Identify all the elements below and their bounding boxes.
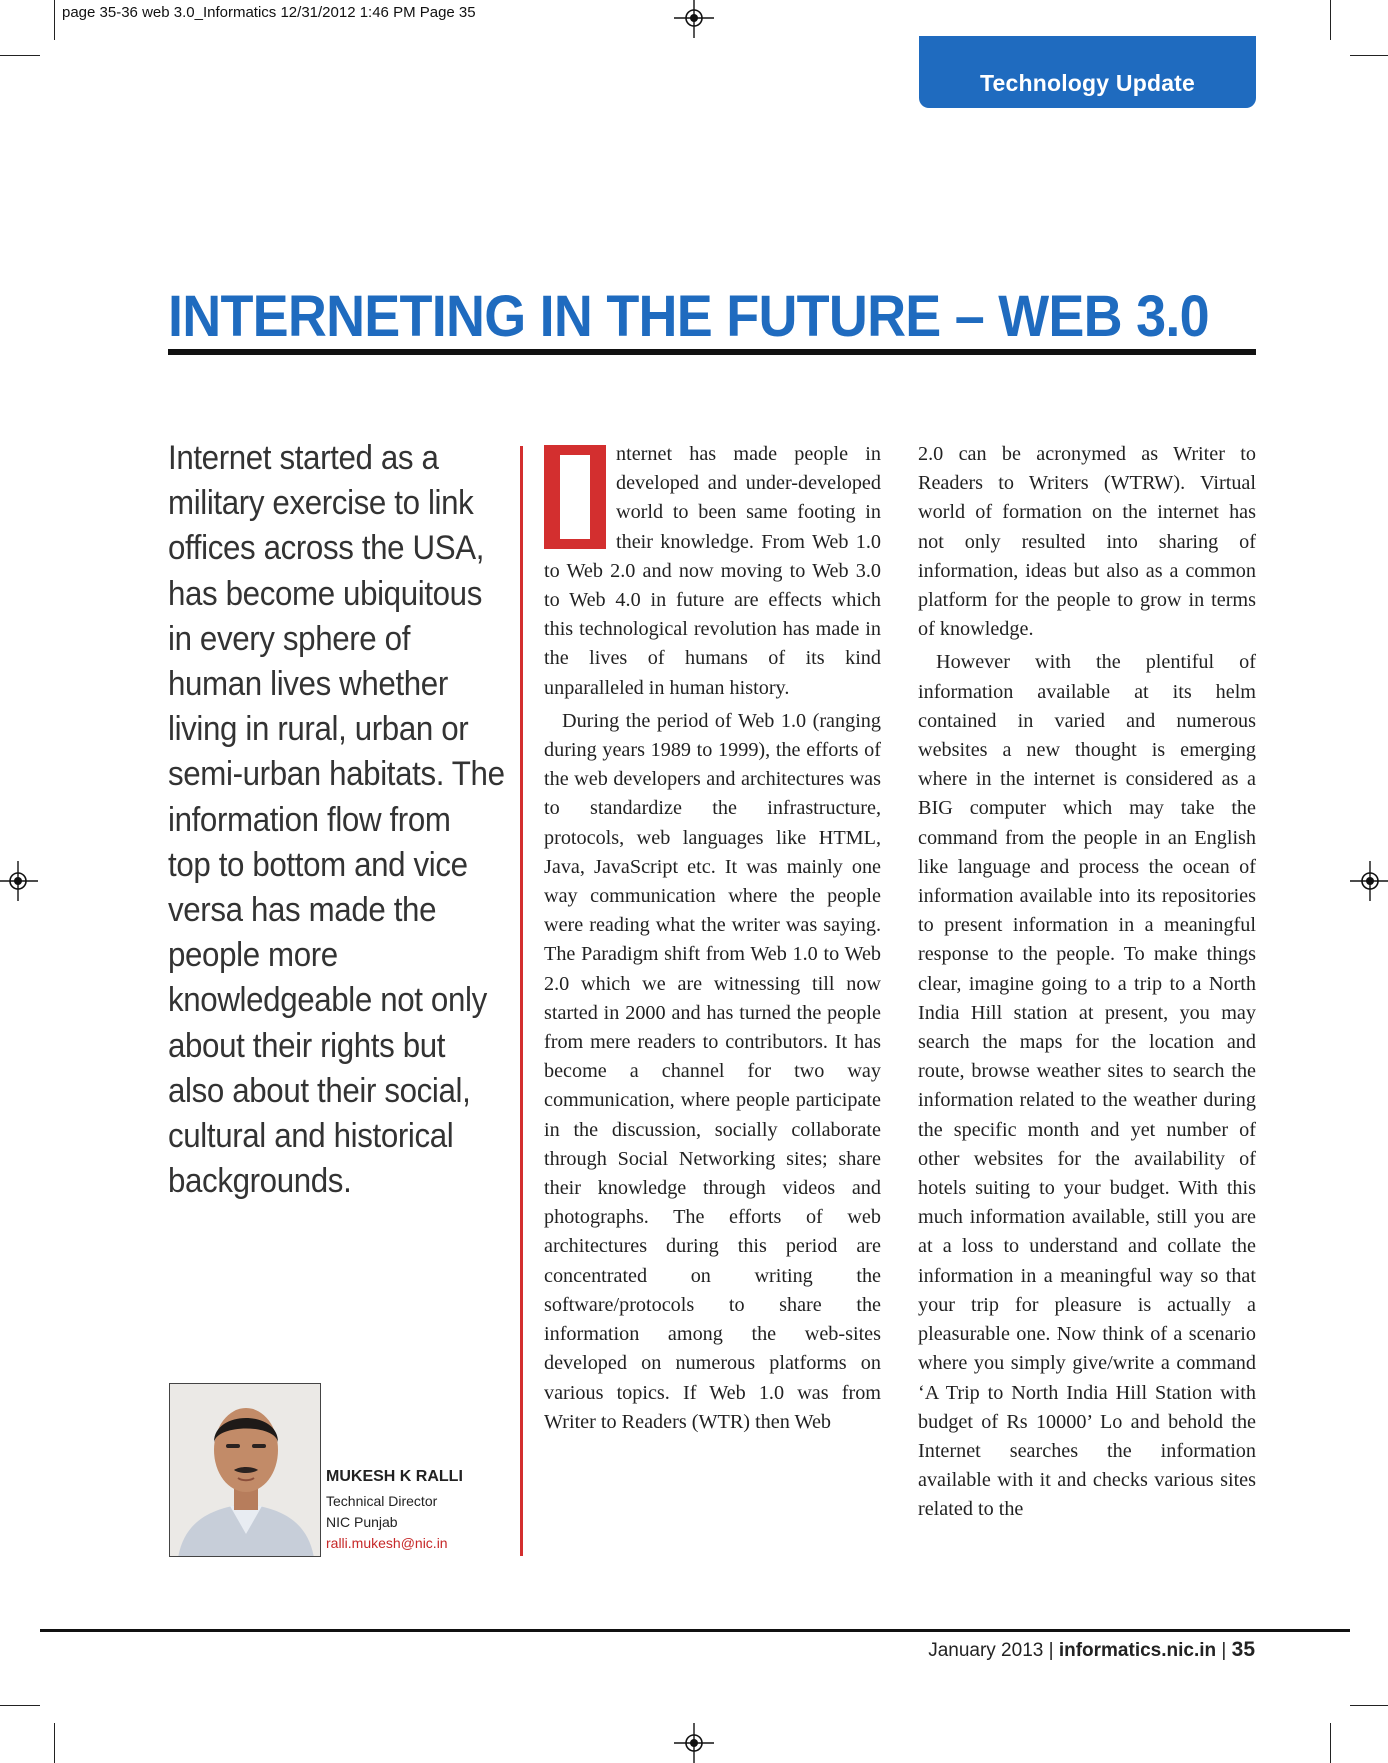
pull-quote-line: backgrounds.	[168, 1162, 352, 1201]
footer-date: January 2013 |	[928, 1640, 1059, 1661]
article-column-2	[918, 440, 1256, 1525]
author-org: NIC Punjab	[326, 1514, 398, 1530]
footer-site-link[interactable]: informatics.nic.in	[1058, 1640, 1217, 1661]
registration-mark-icon	[0, 861, 38, 901]
pull-quote-line: versa has made the	[168, 891, 437, 930]
article-paragraph: However with the plentiful of information available at its helm contained in varied and numerous websites a new thought is emerging where in the internet is considered as a BIG computer which may take the command from the people in an English like language and process the ocean of information available into its repositories to present information in a meaningful response to the people. To make things clear, imagine going to a trip to a North India Hill station at present, you may search the maps for the location and route, browse weather sites to search the information related to the weather during the specific month and yet number of other websites for the availability of hotels suiting to your budget. With this much information available, still you are at a loss to understand and collate the information in a meaningful way so that your trip for pleasure is actually a pleasurable one. Now think of a scenario where you simply give/write a command ‘A Trip to North India Hill Station with budget of Rs 10000’ Lo and behold the Internet searches the information available with it and checks various sites related to the	[918, 651, 1256, 1521]
author-info	[326, 1466, 463, 1554]
article-column-1	[544, 440, 881, 1437]
author-title: Technical Director	[326, 1493, 438, 1509]
slug-line: page 35-36 web 3.0_Informatics 12/31/2012 1:46 PM Page 35	[62, 4, 476, 21]
pull-quote-line: also about their social,	[168, 1071, 471, 1110]
pull-quote-line: people more	[168, 936, 338, 975]
article-paragraph: During the period of Web 1.0 (ranging during years 1989 to 1999), the efforts of the web developers and architectures was to standardize the infrastructure, protocols, web languages like HTML, Java, JavaScript etc. It was mainly one way communication where the people were reading what the writer was saying. The Paradigm shift from Web 1.0 to Web 2.0 which we are witnessing till now started in 2000 and has turned the people from mere readers to contributors. It has become a channel for two way communication, where people participate in the discussion, socially collaborate through Social Networking sites; share their knowledge through videos and photographs. The efforts of web architectures during this period are concentrated on writing the software/protocols to share the information among the web-sites developed on numerous platforms on various topics. If Web 1.0 was from Writer to Readers (WTR) then Web	[544, 709, 881, 1433]
footer-rule	[40, 1629, 1350, 1632]
dropcap-i	[544, 445, 606, 549]
footer-separator: |	[1216, 1640, 1232, 1661]
pull-quote-line: information flow from	[168, 800, 451, 839]
section-tab: Technology Update	[919, 36, 1256, 108]
pull-quote-line: knowledgeable not only	[168, 981, 487, 1020]
pull-quote-line: human lives whether	[168, 665, 448, 704]
registration-mark-icon	[674, 1723, 714, 1763]
pull-quote-line: military exercise to link	[168, 484, 474, 523]
registration-mark-icon	[674, 0, 714, 38]
pull-quote-line: about their rights but	[168, 1026, 446, 1065]
column-rule	[520, 446, 523, 1556]
pull-quote-line: in every sphere of	[168, 619, 411, 658]
pull-quote-line: has become ubiquitous	[168, 574, 482, 613]
registration-mark-icon	[1350, 861, 1388, 901]
headline-rule	[168, 349, 1256, 355]
author-email-link[interactable]: ralli.mukesh@nic.in	[326, 1535, 448, 1551]
pull-quote-line: top to bottom and vice	[168, 845, 468, 884]
page-number: 35	[1231, 1638, 1255, 1661]
author-portrait-icon	[170, 1384, 321, 1557]
pull-quote-line: Internet started as a	[168, 439, 439, 477]
author-photo	[169, 1383, 321, 1557]
pull-quote-line: living in rural, urban or	[168, 710, 469, 749]
page-title: INTERNETING IN THE FUTURE – WEB 3.0	[168, 284, 1209, 349]
article-paragraph	[544, 440, 881, 703]
author-name: MUKESH K RALLI	[326, 1468, 463, 1485]
pull-quote-line: offices across the USA,	[168, 529, 485, 568]
pull-quote	[168, 436, 508, 1204]
page-footer	[928, 1638, 1255, 1662]
article-paragraph: 2.0 can be acronymed as Writer to Readers to Writers (WTRW). Virtual world of formation on the internet has not only resulted into sharing of information, ideas but also as a common platform for the people to grow in terms of knowledge.	[918, 443, 1256, 641]
pull-quote-line: cultural and historical	[168, 1117, 454, 1156]
pull-quote-line: semi-urban habitats. The	[168, 755, 505, 794]
paragraph-text: nternet has made people in developed and under-developed world to been same footing in their knowledge. From Web 1.0 to Web 2.0 and now moving to Web 3.0 to Web 4.0 in future are effects which this technological revolution has made in the lives of humans of its kind unparalleled in human history.	[544, 443, 881, 699]
